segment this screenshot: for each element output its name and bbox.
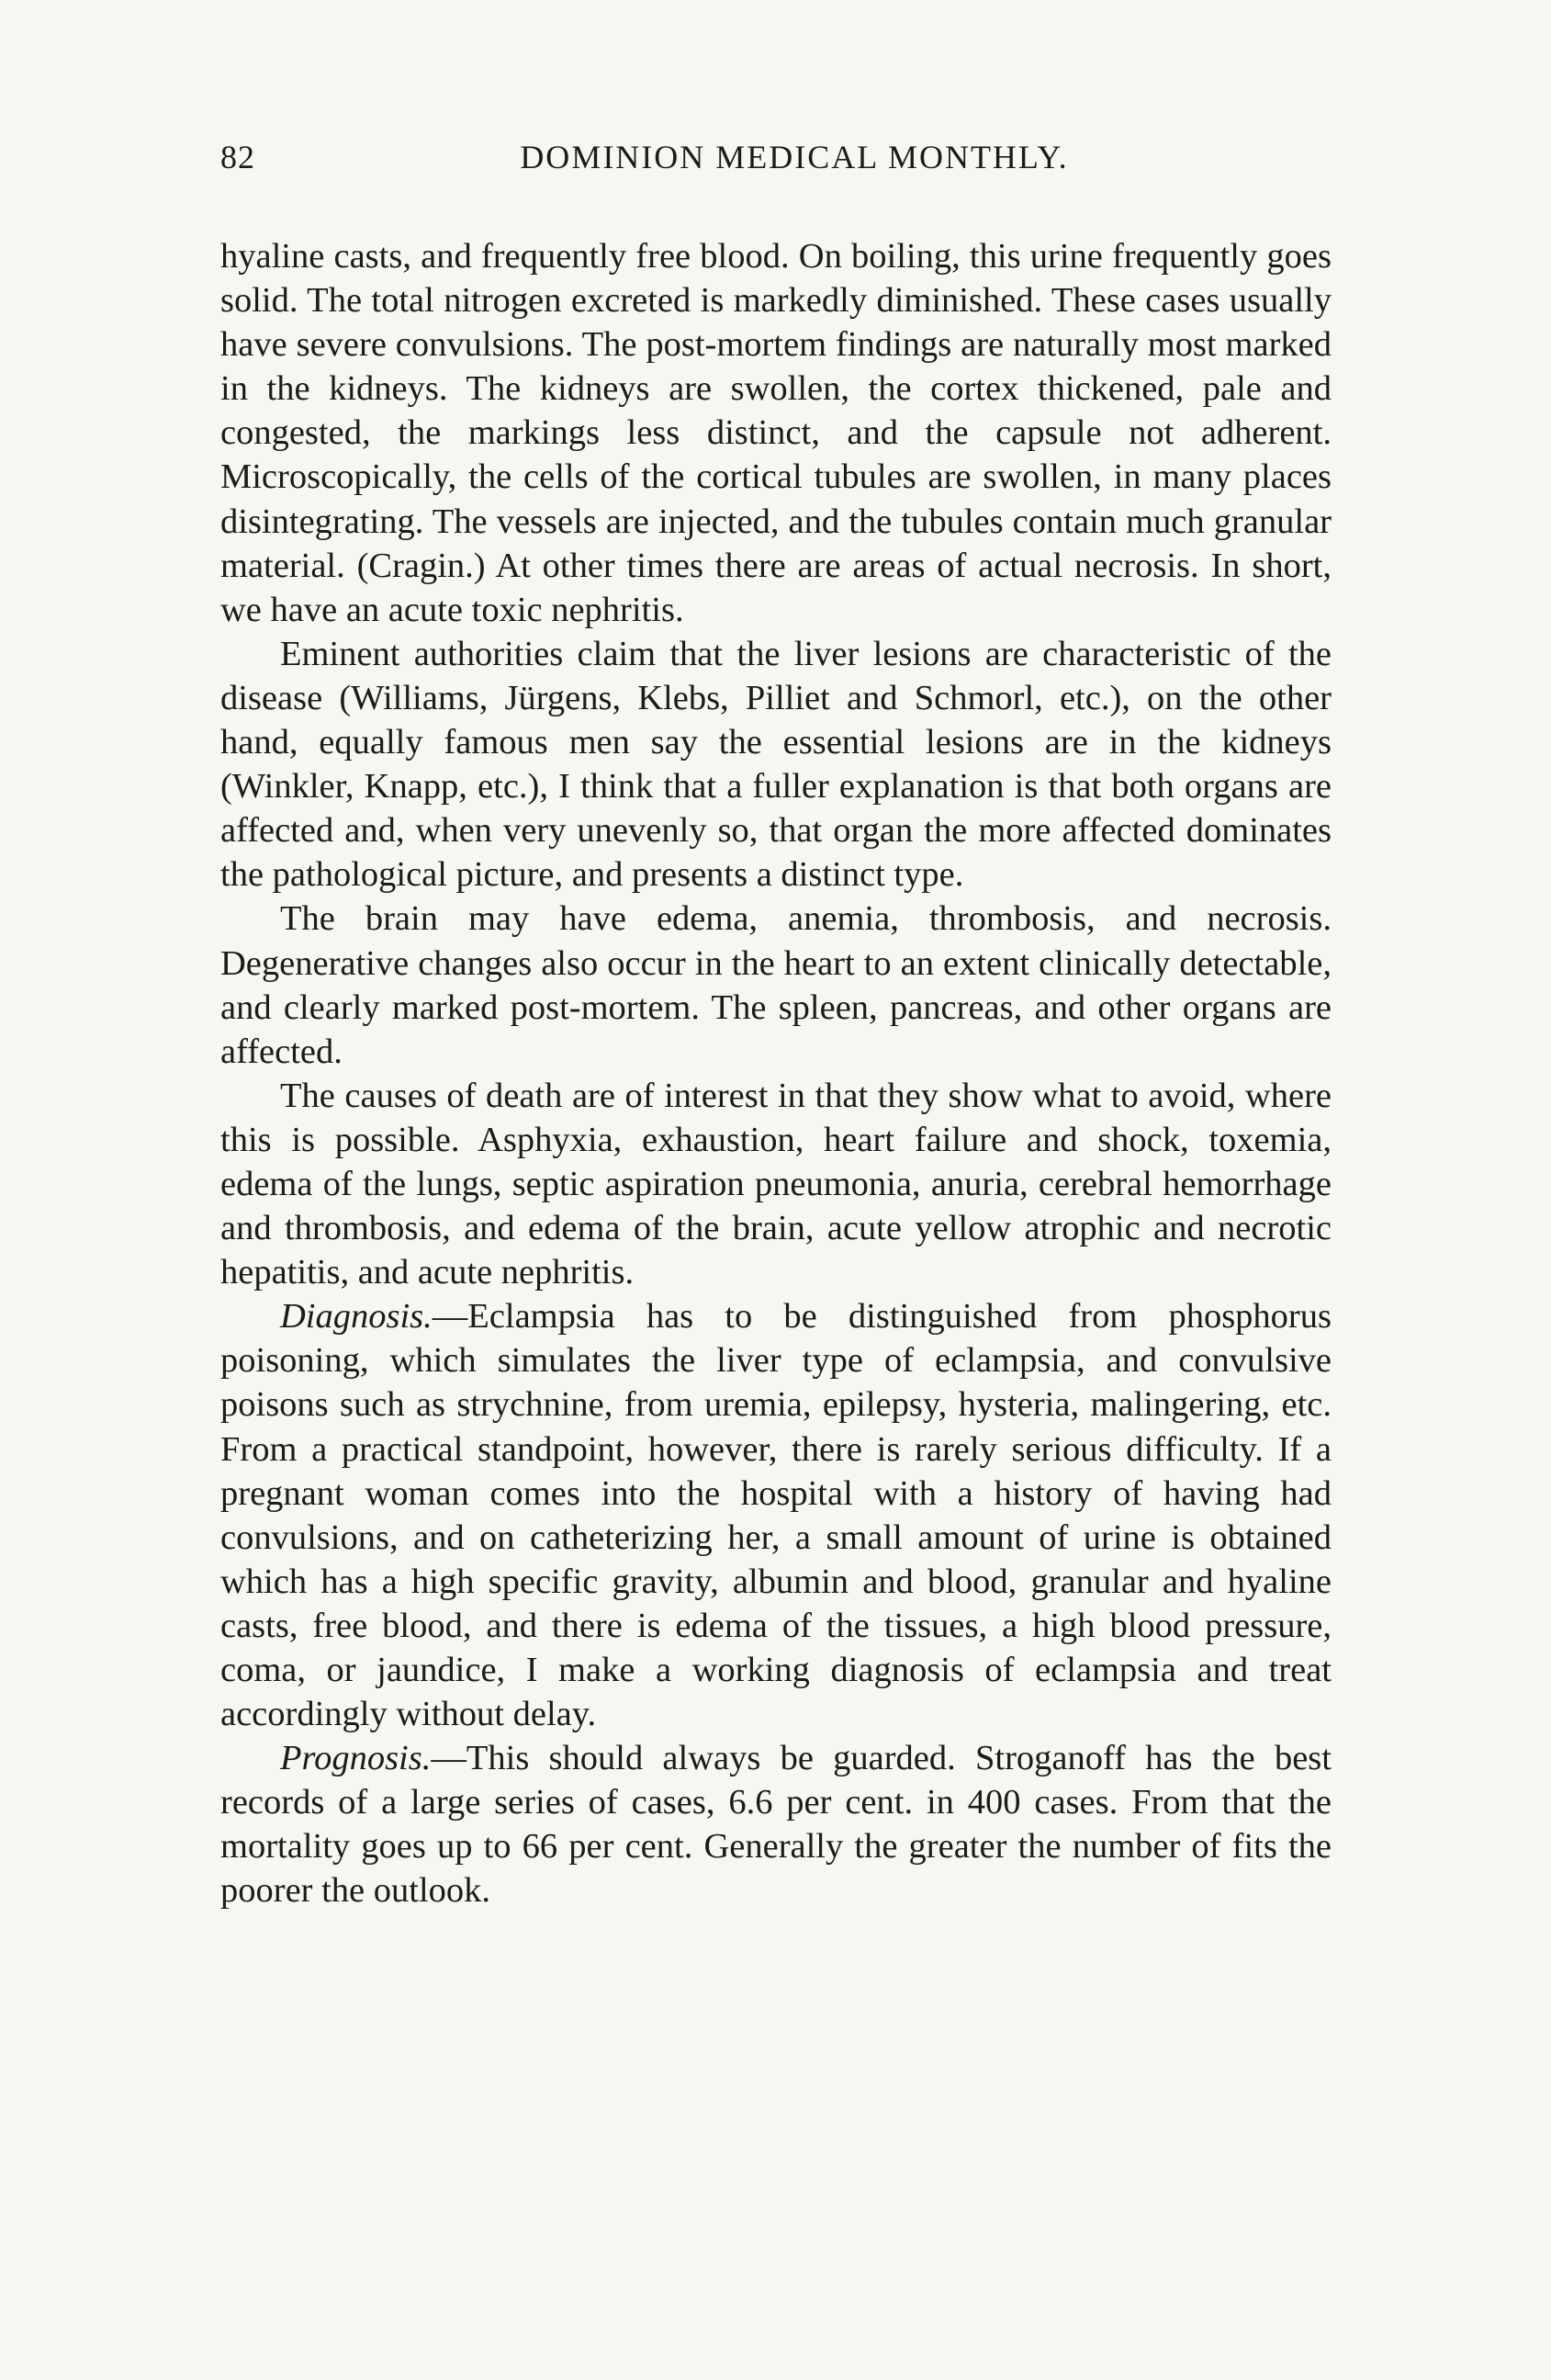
paragraph-prognosis [220,1736,1332,1912]
diagnosis-heading: Diagnosis. [280,1297,433,1337]
page-number: 82 [220,139,255,175]
paragraph-2-text: Eminent authorities claim that the liver lesions are characteristic of the disease (Williams, Jürgens, Klebs, Pilliet and Schmorl, etc.), on the other hand, equally famous men say the essential lesions are in the kidneys (Winkler, Knapp, etc.), I think that a fuller explanation is that both organs are affected and, when very unevenly so, that organ the more affected dominates the pathological picture, and presents a distinct type. [220,634,1332,895]
running-head [220,138,1332,189]
paragraph-1-text: hyaline casts, and frequently free blood. On boiling, this urine frequently goes solid. The total nitrogen excreted is markedly diminished. These cases usually have severe convulsions. The post-mortem findings are naturally most marked in the kidneys. The kidneys are swollen, the cortex thickened, pale and congested, the markings less distinct, and the capsule not adherent. Microscopically, the cells of the cortical tubules are swollen, in many places disintegrating. The vessels are injected, and the tubules contain much granular material. (Cragin.) At other times there are areas of actual necrosis. In short, we have an acute toxic nephritis. [220,237,1332,629]
prognosis-heading: Prognosis. [280,1739,432,1778]
paragraph-3 [220,897,1332,1073]
prognosis-text: —This should always be guarded. Stroganoff has the best records of a large series of cases, 6.6 per cent. in 400 cases. From that the mortality goes up to 66 per cent. Generally the greater the number of fits the poorer the outlook. [220,1739,1332,1911]
paragraph-4-text: The causes of death are of interest in that they show what to avoid, where this is possible. Asphyxia, exhaustion, heart failure and shock, toxemia, edema of the lungs, septic aspiration pneumonia, anuria, cerebral hemorrhage and thrombosis, and edema of the brain, acute yellow atrophic and necrotic hepatitis, and acute nephritis. [220,1076,1332,1292]
paragraph-4 [220,1074,1332,1294]
paragraph-3-text: The brain may have edema, anemia, thrombosis, and necrosis. Degenerative changes also occur in the heart to an extent clinically detectable, and clearly marked post-mortem. The spleen, pancreas, and other organs are affected. [220,899,1332,1071]
paragraph-diagnosis [220,1294,1332,1736]
diagnosis-text: —Eclampsia has to be distinguished from phosphorus poisoning, which simulates the liver type of eclampsia, and convulsive poisons such as strychnine, from uremia, epilepsy, hysteria, malingering, etc. From a practical standpoint, however, there is rarely serious difficulty. If a pregnant woman comes into the hospital with a history of having had convulsions, and on catheterizing her, a small amount of urine is obtained which has a high specific gravity, albumin and blood, granular and hyaline casts, free blood, and there is edema of the tissues, a high blood pressure, coma, or jaundice, I make a working diagnosis of eclampsia and treat accordingly without delay. [220,1297,1332,1734]
body-text [220,234,1332,1913]
journal-title: DOMINION MEDICAL MONTHLY. [520,139,1069,175]
paragraph-1 [220,234,1332,632]
paragraph-2 [220,632,1332,897]
